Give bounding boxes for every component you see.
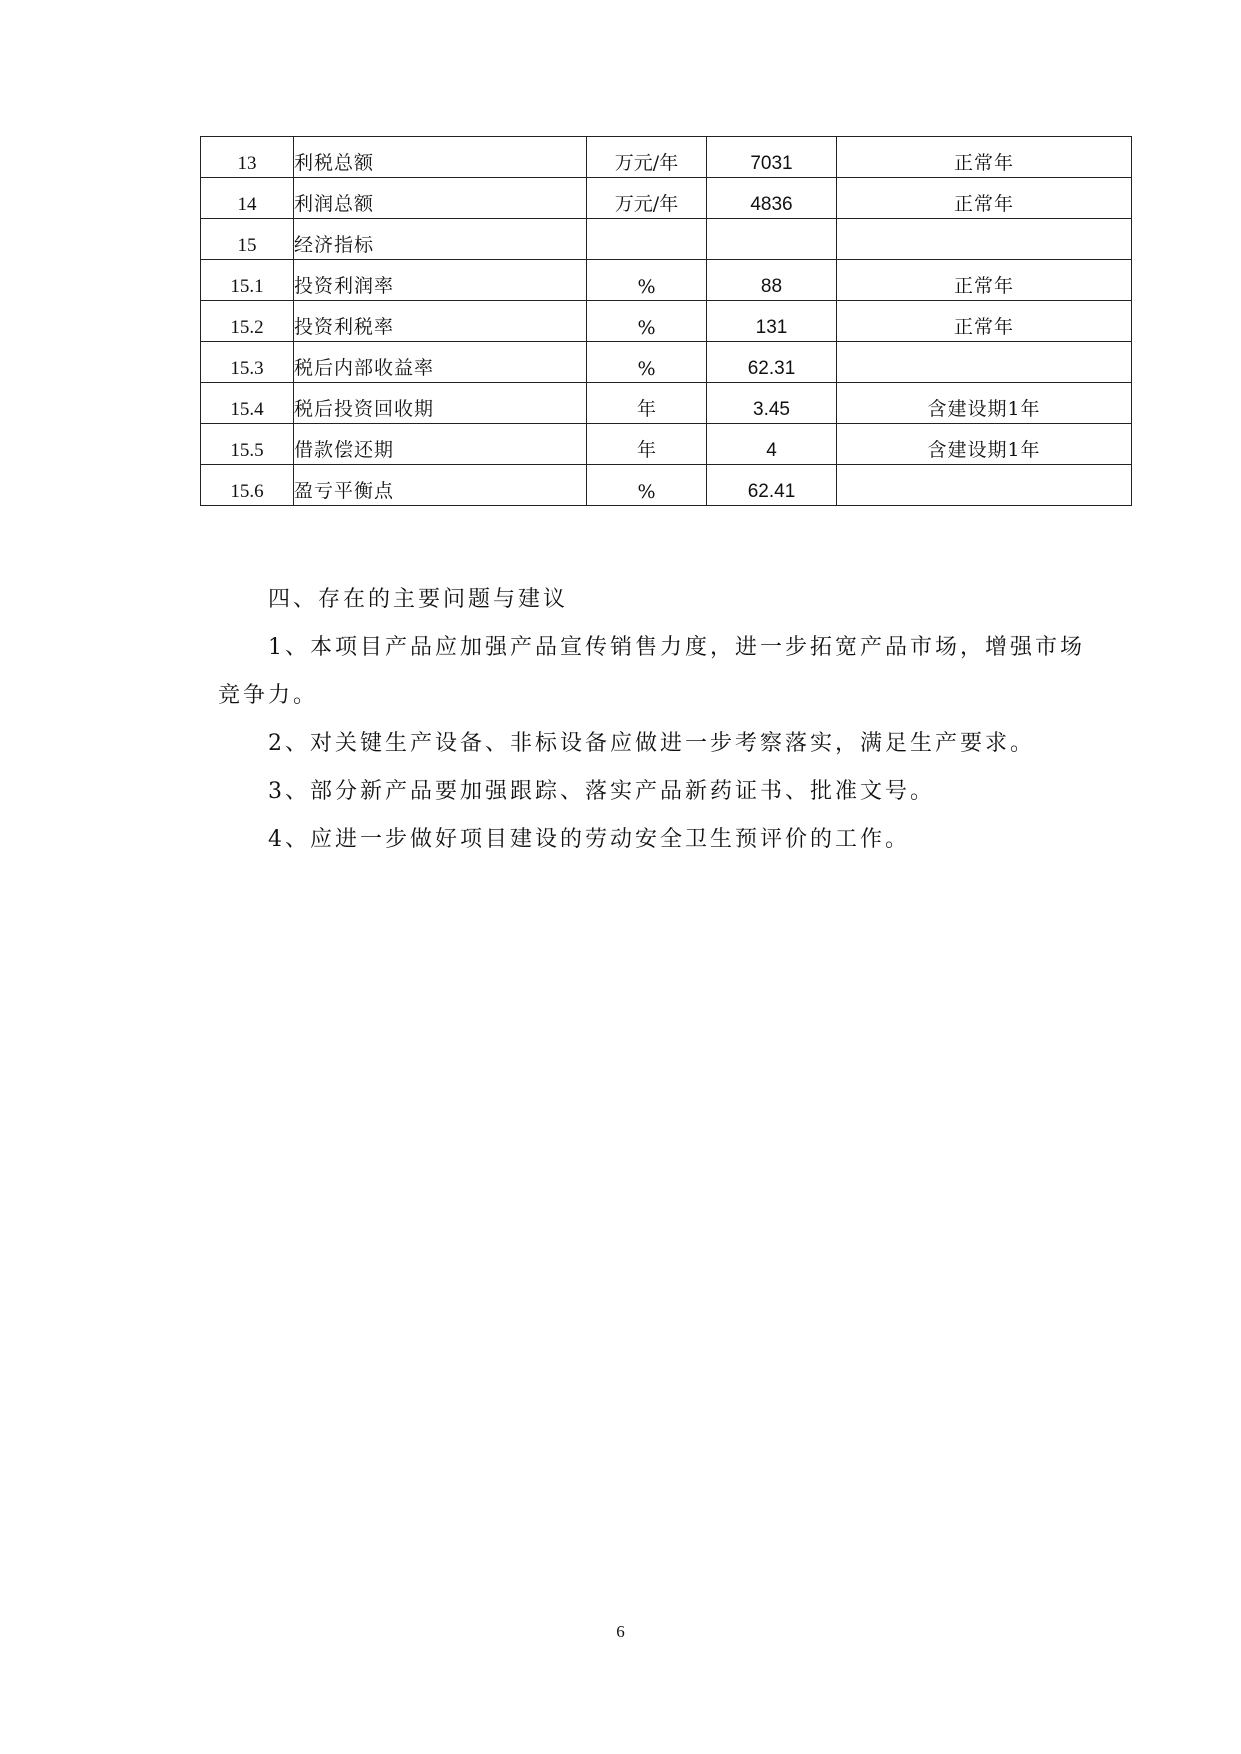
value-cell: 62.41 bbox=[707, 465, 837, 506]
unit-cell: % bbox=[587, 342, 707, 383]
unit-cell: 万元/年 bbox=[587, 137, 707, 178]
row-number-cell: 14 bbox=[201, 178, 294, 219]
unit-cell: % bbox=[587, 465, 707, 506]
table-row bbox=[201, 301, 1132, 342]
unit-cell: % bbox=[587, 260, 707, 301]
suggestion-item-2: 2、对关键生产设备、非标设备应做进一步考察落实，满足生产要求。 bbox=[268, 731, 1035, 756]
indicator-name-cell: 投资利润率 bbox=[294, 260, 587, 301]
table-row bbox=[201, 424, 1132, 465]
row-number-cell: 15.3 bbox=[201, 342, 294, 383]
row-number-cell: 15.1 bbox=[201, 260, 294, 301]
value-cell: 62.31 bbox=[707, 342, 837, 383]
indicator-name-cell: 利税总额 bbox=[294, 137, 587, 178]
table-row bbox=[201, 465, 1132, 506]
table-row bbox=[201, 219, 1132, 260]
suggestion-item-4: 4、应进一步做好项目建设的劳动安全卫生预评价的工作。 bbox=[268, 827, 910, 852]
note-cell: 正常年 bbox=[837, 301, 1132, 342]
note-cell: 正常年 bbox=[837, 178, 1132, 219]
row-number-cell: 15 bbox=[201, 219, 294, 260]
note-cell: 含建设期1年 bbox=[837, 424, 1132, 465]
note-cell: 含建设期1年 bbox=[837, 383, 1132, 424]
unit-cell bbox=[587, 219, 707, 260]
section-heading: 四、存在的主要问题与建议 bbox=[268, 587, 569, 612]
indicator-name-cell: 经济指标 bbox=[294, 219, 587, 260]
table-row bbox=[201, 137, 1132, 178]
issues-section bbox=[218, 576, 1098, 864]
note-cell: 正常年 bbox=[837, 137, 1132, 178]
table-row bbox=[201, 383, 1132, 424]
table-row bbox=[201, 260, 1132, 301]
row-number-cell: 15.5 bbox=[201, 424, 294, 465]
unit-cell: 年 bbox=[587, 424, 707, 465]
indicator-name-cell: 利润总额 bbox=[294, 178, 587, 219]
value-cell: 3.45 bbox=[707, 383, 837, 424]
value-cell: 4836 bbox=[707, 178, 837, 219]
value-cell: 4 bbox=[707, 424, 837, 465]
table-row bbox=[201, 178, 1132, 219]
note-cell bbox=[837, 219, 1132, 260]
indicator-name-cell: 借款偿还期 bbox=[294, 424, 587, 465]
unit-cell: 万元/年 bbox=[587, 178, 707, 219]
indicators-table bbox=[200, 136, 1132, 506]
indicator-name-cell: 税后内部收益率 bbox=[294, 342, 587, 383]
note-cell bbox=[837, 465, 1132, 506]
indicator-name-cell: 盈亏平衡点 bbox=[294, 465, 587, 506]
row-number-cell: 15.6 bbox=[201, 465, 294, 506]
row-number-cell: 15.4 bbox=[201, 383, 294, 424]
value-cell: 7031 bbox=[707, 137, 837, 178]
suggestion-item-1: 1、本项目产品应加强产品宣传销售力度，进一步拓宽产品市场，增强市场竞争力。 bbox=[218, 635, 1085, 708]
value-cell bbox=[707, 219, 837, 260]
value-cell: 131 bbox=[707, 301, 837, 342]
page-number: 6 bbox=[616, 1622, 625, 1641]
table-row bbox=[201, 342, 1132, 383]
unit-cell: % bbox=[587, 301, 707, 342]
row-number-cell: 15.2 bbox=[201, 301, 294, 342]
note-cell: 正常年 bbox=[837, 260, 1132, 301]
indicator-name-cell: 投资利税率 bbox=[294, 301, 587, 342]
row-number-cell: 13 bbox=[201, 137, 294, 178]
suggestion-item-3: 3、部分新产品要加强跟踪、落实产品新药证书、批准文号。 bbox=[268, 779, 935, 804]
table-body bbox=[201, 137, 1132, 506]
indicator-name-cell: 税后投资回收期 bbox=[294, 383, 587, 424]
unit-cell: 年 bbox=[587, 383, 707, 424]
note-cell bbox=[837, 342, 1132, 383]
value-cell: 88 bbox=[707, 260, 837, 301]
